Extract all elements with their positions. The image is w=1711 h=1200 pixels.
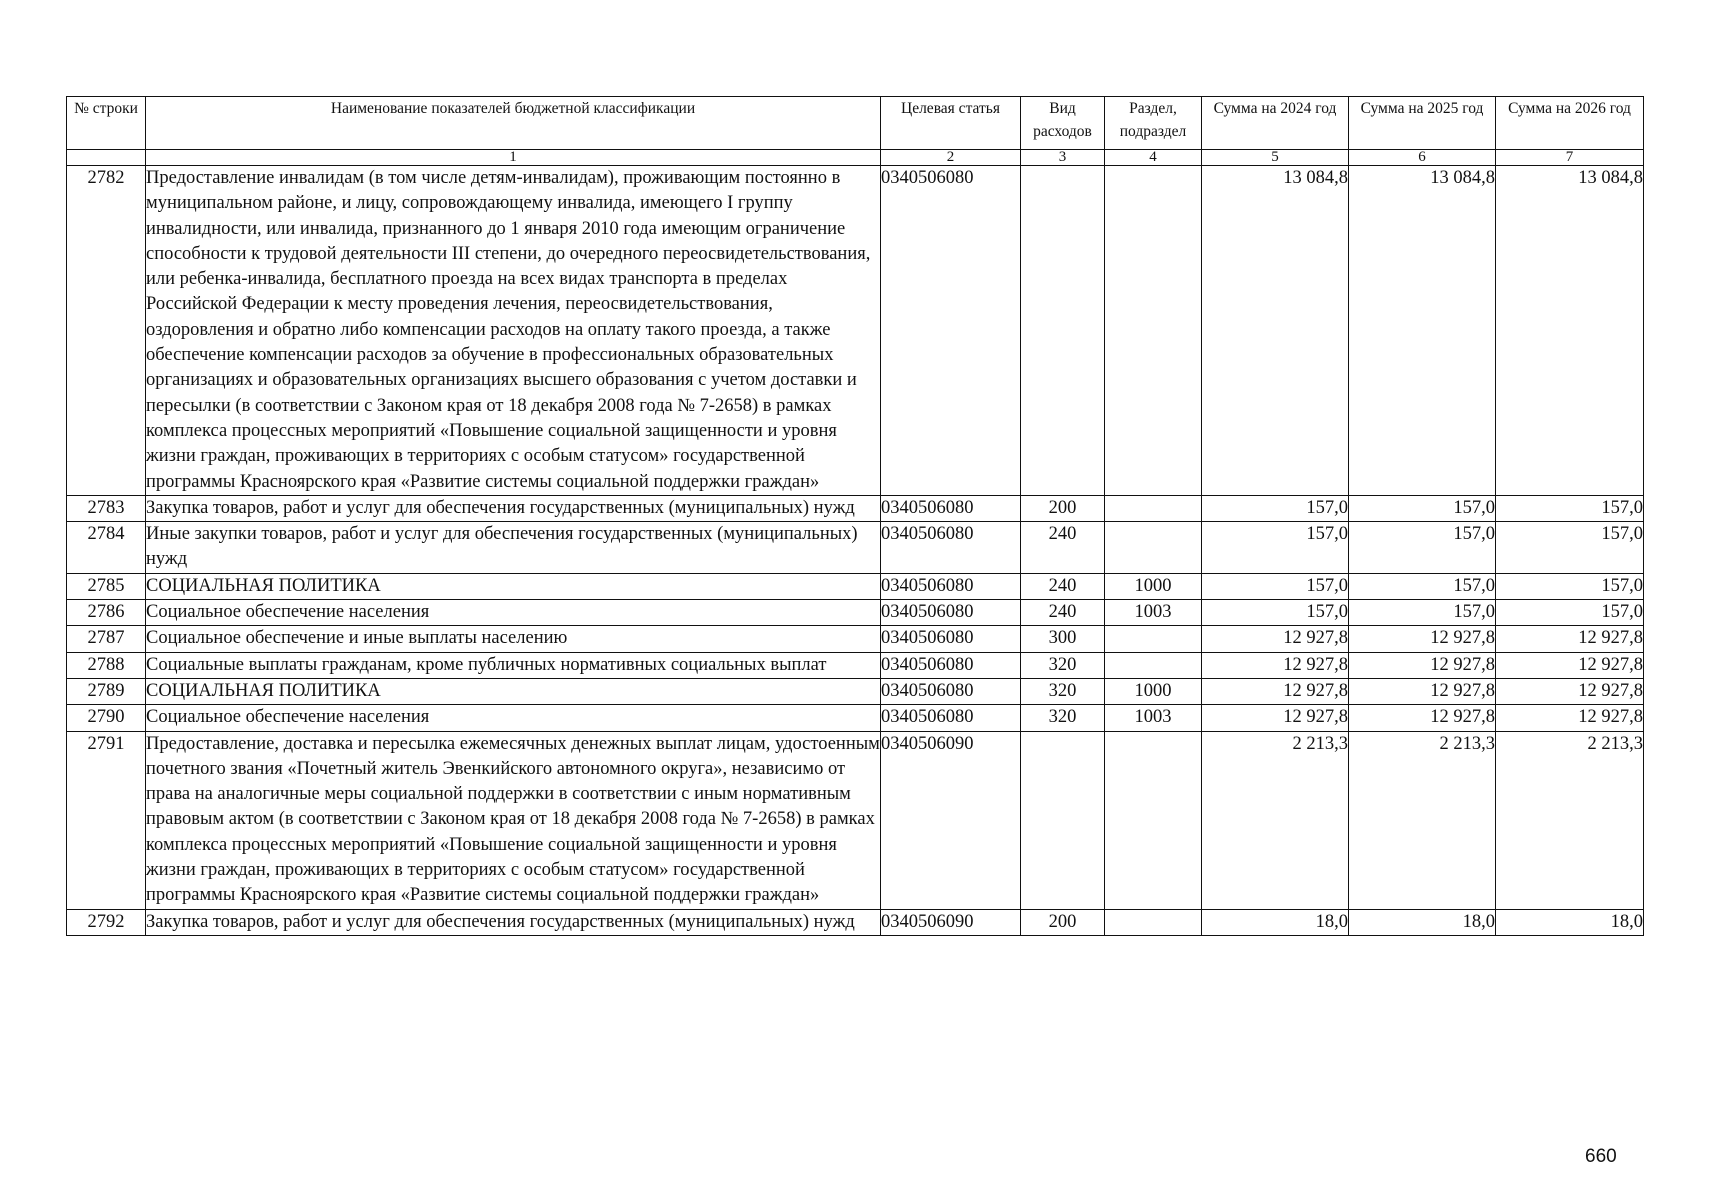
row-sum-2026: 157,0 <box>1496 495 1644 521</box>
table-row <box>67 495 1644 521</box>
table-row <box>67 909 1644 935</box>
row-number: 2788 <box>67 652 146 678</box>
row-target: 0340506090 <box>881 909 1021 935</box>
row-number: 2783 <box>67 495 146 521</box>
row-section <box>1105 731 1202 909</box>
row-sum-2024: 157,0 <box>1202 600 1349 626</box>
row-section <box>1105 626 1202 652</box>
row-sum-2025: 2 213,3 <box>1349 731 1496 909</box>
row-sum-2024: 157,0 <box>1202 495 1349 521</box>
row-sum-2025: 12 927,8 <box>1349 678 1496 704</box>
row-sum-2024: 12 927,8 <box>1202 652 1349 678</box>
row-section: 1003 <box>1105 600 1202 626</box>
header-row-no: № строки <box>67 97 146 150</box>
budget-table <box>66 96 1644 936</box>
row-number: 2790 <box>67 705 146 731</box>
header-section: Раздел, подраздел <box>1105 97 1202 150</box>
row-name: Предоставление инвалидам (в том числе детям-инвалидам), проживающим постоянно в муниципальном районе, и лицу, сопровождающему инвалида, имеющего I группу инвалидности, или инвалида, признанного до 1 января 2010 года имеющим ограничение способности к трудовой деятельности III степени, до очередного переосвидетельствования, или ребенка-инвалида, бесплатного проезда на всех видах транспорта в пределах Российской Федерации к месту проведения лечения, переосвидетельствования, оздоровления и обратно либо компенсации расходов на оплату такого проезда, а также обеспечение компенсации расходов за обучение в профессиональных образовательных организациях и образовательных организациях высшего образования с учетом доставки и пересылки (в соответствии с Законом края от 18 декабря 2008 года № 7-2658) в рамках комплекса процессных мероприятий «Повышение социальной защищенности и уровня жизни граждан, проживающих в территориях с особым статусом» государственной программы Красноярского края «Развитие системы социальной поддержки граждан» <box>146 166 881 496</box>
row-sum-2024: 12 927,8 <box>1202 678 1349 704</box>
header-sum-2025: Сумма на 2025 год <box>1349 97 1496 150</box>
row-sum-2025: 18,0 <box>1349 909 1496 935</box>
row-name: Иные закупки товаров, работ и услуг для обеспечения государственных (муниципальных) нужд <box>146 522 881 574</box>
table-row <box>67 600 1644 626</box>
row-section <box>1105 166 1202 496</box>
table-row <box>67 166 1644 496</box>
row-target: 0340506080 <box>881 652 1021 678</box>
row-sum-2025: 12 927,8 <box>1349 652 1496 678</box>
column-number: 6 <box>1349 150 1496 166</box>
row-target: 0340506080 <box>881 522 1021 574</box>
row-section: 1003 <box>1105 705 1202 731</box>
row-target: 0340506080 <box>881 678 1021 704</box>
row-sum-2025: 157,0 <box>1349 600 1496 626</box>
row-kind: 320 <box>1021 678 1105 704</box>
header-sum-2024: Сумма на 2024 год <box>1202 97 1349 150</box>
row-name: Социальное обеспечение населения <box>146 600 881 626</box>
row-sum-2026: 12 927,8 <box>1496 705 1644 731</box>
row-sum-2026: 157,0 <box>1496 600 1644 626</box>
row-kind: 320 <box>1021 652 1105 678</box>
row-sum-2024: 18,0 <box>1202 909 1349 935</box>
row-sum-2025: 157,0 <box>1349 573 1496 599</box>
row-number: 2792 <box>67 909 146 935</box>
row-target: 0340506080 <box>881 626 1021 652</box>
row-kind: 240 <box>1021 573 1105 599</box>
page-number: 660 <box>1585 1146 1617 1167</box>
row-name: СОЦИАЛЬНАЯ ПОЛИТИКА <box>146 678 881 704</box>
row-sum-2026: 18,0 <box>1496 909 1644 935</box>
row-kind <box>1021 166 1105 496</box>
column-number: 5 <box>1202 150 1349 166</box>
row-number: 2785 <box>67 573 146 599</box>
row-kind <box>1021 731 1105 909</box>
row-sum-2024: 157,0 <box>1202 522 1349 574</box>
row-name: Закупка товаров, работ и услуг для обеспечения государственных (муниципальных) нужд <box>146 909 881 935</box>
row-number: 2786 <box>67 600 146 626</box>
row-target: 0340506080 <box>881 573 1021 599</box>
column-number-row <box>67 150 1644 166</box>
row-name: Предоставление, доставка и пересылка ежемесячных денежных выплат лицам, удостоенным почетного звания «Почетный житель Эвенкийского автономного округа», независимо от права на аналогичные меры социальной поддержки в соответствии с иным нормативным правовым актом (в соответствии с Законом края от 18 декабря 2008 года № 7-2658) в рамках комплекса процессных мероприятий «Повышение социальной защищенности и уровня жизни граждан, проживающих в территориях с особым статусом» государственной программы Красноярского края «Развитие системы социальной поддержки граждан» <box>146 731 881 909</box>
row-sum-2024: 157,0 <box>1202 573 1349 599</box>
table-row <box>67 731 1644 909</box>
row-sum-2024: 13 084,8 <box>1202 166 1349 496</box>
row-name: Социальное обеспечение населения <box>146 705 881 731</box>
row-name: Социальные выплаты гражданам, кроме публичных нормативных социальных выплат <box>146 652 881 678</box>
row-kind: 240 <box>1021 600 1105 626</box>
row-name: Социальное обеспечение и иные выплаты населению <box>146 626 881 652</box>
column-number <box>67 150 146 166</box>
row-sum-2026: 12 927,8 <box>1496 626 1644 652</box>
table-row <box>67 573 1644 599</box>
row-kind: 240 <box>1021 522 1105 574</box>
row-target: 0340506080 <box>881 166 1021 496</box>
row-section: 1000 <box>1105 573 1202 599</box>
row-section <box>1105 909 1202 935</box>
row-target: 0340506090 <box>881 731 1021 909</box>
row-sum-2025: 157,0 <box>1349 495 1496 521</box>
row-number: 2784 <box>67 522 146 574</box>
header-sum-2026: Сумма на 2026 год <box>1496 97 1644 150</box>
column-number: 7 <box>1496 150 1644 166</box>
row-section <box>1105 495 1202 521</box>
row-sum-2024: 12 927,8 <box>1202 626 1349 652</box>
row-sum-2026: 157,0 <box>1496 522 1644 574</box>
row-name: СОЦИАЛЬНАЯ ПОЛИТИКА <box>146 573 881 599</box>
row-kind: 320 <box>1021 705 1105 731</box>
row-sum-2024: 12 927,8 <box>1202 705 1349 731</box>
row-kind: 300 <box>1021 626 1105 652</box>
row-sum-2025: 12 927,8 <box>1349 705 1496 731</box>
header-target: Целевая статья <box>881 97 1021 150</box>
row-target: 0340506080 <box>881 495 1021 521</box>
table-row <box>67 626 1644 652</box>
column-number: 3 <box>1021 150 1105 166</box>
row-sum-2026: 2 213,3 <box>1496 731 1644 909</box>
row-sum-2026: 13 084,8 <box>1496 166 1644 496</box>
column-number: 4 <box>1105 150 1202 166</box>
row-section <box>1105 652 1202 678</box>
row-sum-2024: 2 213,3 <box>1202 731 1349 909</box>
table-row <box>67 705 1644 731</box>
row-sum-2025: 12 927,8 <box>1349 626 1496 652</box>
row-kind: 200 <box>1021 909 1105 935</box>
row-sum-2026: 12 927,8 <box>1496 678 1644 704</box>
row-target: 0340506080 <box>881 600 1021 626</box>
header-row <box>67 97 1644 150</box>
row-section: 1000 <box>1105 678 1202 704</box>
table-row <box>67 678 1644 704</box>
table-row <box>67 522 1644 574</box>
row-kind: 200 <box>1021 495 1105 521</box>
row-sum-2025: 157,0 <box>1349 522 1496 574</box>
row-name: Закупка товаров, работ и услуг для обеспечения государственных (муниципальных) нужд <box>146 495 881 521</box>
column-number: 1 <box>146 150 881 166</box>
row-target: 0340506080 <box>881 705 1021 731</box>
row-number: 2787 <box>67 626 146 652</box>
row-sum-2025: 13 084,8 <box>1349 166 1496 496</box>
row-sum-2026: 12 927,8 <box>1496 652 1644 678</box>
row-section <box>1105 522 1202 574</box>
table-row <box>67 652 1644 678</box>
row-number: 2789 <box>67 678 146 704</box>
row-number: 2791 <box>67 731 146 909</box>
row-number: 2782 <box>67 166 146 496</box>
row-sum-2026: 157,0 <box>1496 573 1644 599</box>
column-number: 2 <box>881 150 1021 166</box>
header-name: Наименование показателей бюджетной классификации <box>146 97 881 150</box>
header-kind: Вид расходов <box>1021 97 1105 150</box>
